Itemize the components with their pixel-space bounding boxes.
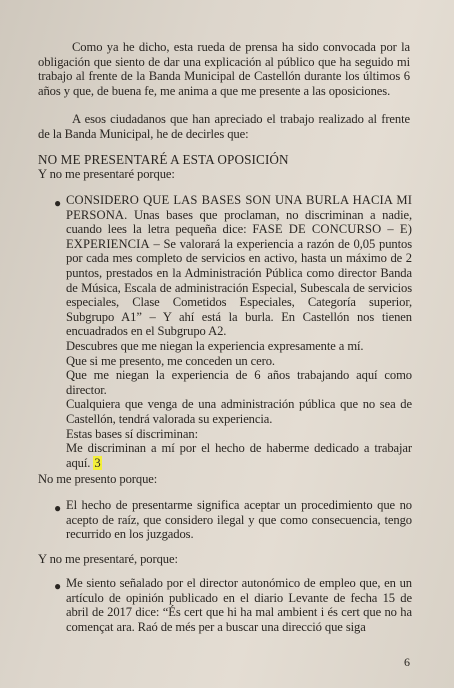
- heading-no-presentare: NO ME PRESENTARÉ A ESTA OPOSICIÓN: [38, 152, 289, 167]
- bullet1-line-f: [66, 441, 412, 470]
- bullet-item-bases: [66, 193, 412, 470]
- page-number: 6: [404, 655, 410, 669]
- heading-y-no-presentare: Y no me presentaré, porque:: [38, 552, 178, 566]
- bullet1-line-a: Descubres que me niegan la experiencia expresamente a mí.: [66, 338, 364, 353]
- bullet-item-procedimiento: El hecho de presentarme significa aceptar un procedimiento que no acepto de raíz, que considero ilegal y que como consecuencia, tengo recurrido en los juzgados.: [66, 498, 412, 542]
- bullet1-caps-quote: FASE DE CONCURSO – E) EXPERIENCIA: [66, 222, 412, 251]
- bullet1-line-c: Que me niegan la experiencia de 6 años trabajando aquí como director.: [66, 368, 412, 397]
- highlighted-number: 3: [94, 455, 101, 470]
- bullet-icon: ●: [54, 579, 62, 593]
- bullet-item-senalado: Me siento señalado por el director autonómico de empleo que, en un artículo de opinión publicado en el diario Levante de fecha 15 de abril de 2017 dice: “És cert que hi ha mal ambient i és cert que no ha començat ara. Raó de més per a buscar una direcció que siga: [66, 576, 412, 634]
- bullet1-text2: – Se valorará la experiencia a razón de 0,05 puntos por cada mes completo de servicios en activo, hasta un máximo de 2 puntos, prestados en la Administración Pública como director Banda de Música, Escala de administración Especial, Subescala de servicios especiales, Clase Cometidos Especiales, Categoría superior, Subgrupo A1” – Y ahí está la burla. En Castellón nos tienen encuadrados en el Subgrupo A2.: [66, 236, 412, 339]
- second-paragraph: A esos ciudadanos que han apreciado el trabajo realizado al frente de la Banda Municipal, he de decirles que:: [38, 112, 410, 141]
- bullet1-line-b: Que si me presento, me conceden un cero.: [66, 353, 275, 368]
- bullet1-line-e: Estas bases sí discriminan:: [66, 426, 198, 441]
- bullet1-line-d: Cualquiera que venga de una administración pública que no sea de Castellón, tendrá valorada su experiencia.: [66, 397, 412, 426]
- heading-porque: Y no me presentaré porque:: [38, 167, 175, 181]
- bullet1-lead: CONSIDERO QUE LAS BASES SON UNA BURLA HACIA MI PERSONA.: [66, 193, 412, 222]
- bullet1-paragraph: [66, 193, 412, 339]
- heading-no-presento: No me presento porque:: [38, 472, 158, 486]
- bullet1-line-f-text: Me discriminan a mí por el hecho de haberme dedicado a trabajar aquí.: [66, 441, 412, 470]
- intro-paragraph: Como ya he dicho, esta rueda de prensa ha sido convocada por la obligación que siento de dar una explicación al público que ha seguido mi trabajo al frente de la Banda Municipal de Castellón durante los últimos 6 años y que, de buena fe, me anima a que me presente a las oposiciones.: [38, 40, 410, 98]
- bullet1-text: Unas bases que proclaman, no discriminan a nadie, cuando lees la letra pequeña dice:: [66, 207, 412, 237]
- bullet-icon: ●: [54, 501, 62, 515]
- bullet-icon: ●: [54, 196, 62, 210]
